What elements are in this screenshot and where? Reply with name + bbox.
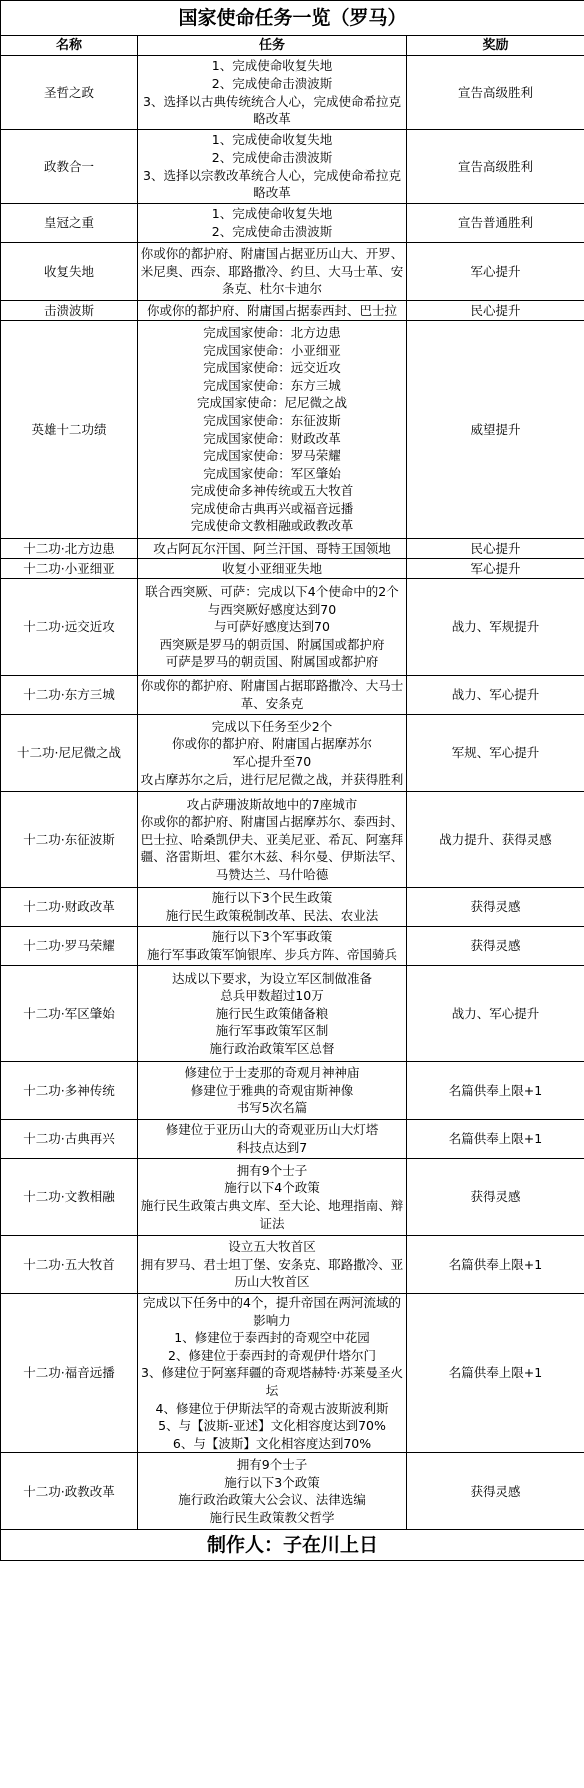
mission-reward: 宣告高级胜利 (407, 56, 584, 130)
task-line: 2、完成使命击溃波斯 (211, 149, 333, 165)
task-line: 收复小亚细亚失地 (221, 560, 322, 576)
mission-reward: 获得灵感 (407, 927, 584, 966)
table-title: 国家使命任务一览（罗马） (1, 1, 584, 36)
mission-reward: 战力提升、获得灵感 (407, 792, 584, 888)
task-line: 完成国家使命：东征波斯 (203, 412, 341, 428)
table-row (1, 1236, 584, 1294)
task-line: 1、完成使命收复失地 (211, 206, 333, 222)
table-row (1, 1294, 584, 1453)
mission-reward: 战力、军规提升 (407, 579, 584, 676)
task-line: 西突厥是罗马的朝贡国、附属国或都护府 (159, 636, 385, 652)
mission-reward: 民心提升 (407, 301, 584, 321)
mission-reward: 获得灵感 (407, 888, 584, 927)
task-line: 3、选择以宗教改革统合人心，完成使命希拉克略改革 (143, 167, 401, 201)
task-line: 你或你的都护府、附庸国占据亚历山大、开罗、米尼奥、西奈、耶路撒冷、约旦、大马士革、安条克、杜尔卡迪尔 (140, 246, 404, 297)
task-line: 总兵甲数超过10万 (220, 988, 324, 1004)
task-line: 施行以下4个政策 (224, 1180, 320, 1196)
mission-task (138, 966, 407, 1062)
task-line: 施行民生政策古典文库、至大论、地理指南、辩证法 (140, 1198, 404, 1231)
mission-task (138, 715, 407, 792)
header-name: 名称 (1, 36, 138, 56)
mission-reward: 军心提升 (407, 559, 584, 579)
mission-task (138, 1236, 407, 1294)
mission-task (138, 204, 407, 243)
task-line: 联合西突厥、可萨：完成以下4个使命中的2个 (145, 584, 399, 600)
task-line: 攻占摩苏尔之后，进行尼尼微之战，并获得胜利 (140, 771, 404, 787)
header-reward: 奖励 (407, 36, 584, 56)
task-line: 完成以下任务中的4个，提升帝国在两河流域的影响力 (143, 1295, 401, 1328)
task-line: 与西突厥好感度达到70 (207, 601, 337, 617)
mission-name: 十二功·北方边患 (1, 539, 138, 559)
task-line: 2、修建位于泰西封的奇观伊什塔尔门 (168, 1347, 376, 1363)
mission-task (138, 792, 407, 888)
task-line: 5、与【波斯-亚述】文化相容度达到70% (158, 1418, 386, 1434)
mission-reward: 宣告普通胜利 (407, 204, 584, 243)
mission-name: 十二功·军区肇始 (1, 966, 138, 1062)
task-line: 3、选择以古典传统统合人心，完成使命希拉克略改革 (143, 93, 401, 127)
task-line: 攻占萨珊波斯故地中的7座城市 (186, 796, 358, 812)
mission-name: 皇冠之重 (1, 204, 138, 243)
mission-task (138, 927, 407, 966)
mission-task (138, 676, 407, 715)
task-line: 军心提升至70 (232, 754, 312, 769)
task-line: 拥有9个士子 (236, 1457, 308, 1473)
task-line: 拥有9个士子 (236, 1162, 308, 1178)
task-line: 2、完成使命击溃波斯 (211, 75, 333, 91)
task-line: 1、修建位于泰西封的奇观空中花园 (174, 1330, 370, 1346)
header-task: 任务 (138, 36, 407, 56)
mission-name: 圣哲之政 (1, 56, 138, 130)
task-line: 你或你的都护府、附庸国占据摩苏尔 (171, 736, 372, 752)
table-row (1, 204, 584, 243)
mission-name: 十二功·小亚细亚 (1, 559, 138, 579)
mission-name: 十二功·五大牧首 (1, 1236, 138, 1294)
task-line: 施行民生政策教父哲学 (209, 1509, 335, 1525)
task-line: 1、完成使命收复失地 (211, 132, 333, 148)
mission-reward: 战力、军心提升 (407, 676, 584, 715)
table-row (1, 301, 584, 321)
task-line: 施行以下3个民生政策 (211, 890, 333, 906)
mission-task (138, 321, 407, 539)
mission-task (138, 1159, 407, 1236)
task-line: 施行以下3个政策 (224, 1474, 320, 1490)
mission-reward: 名篇供奉上限+1 (407, 1294, 584, 1453)
table-row (1, 130, 584, 204)
task-line: 4、修建位于伊斯法罕的奇观古波斯波利斯 (155, 1400, 389, 1416)
mission-name: 政教合一 (1, 130, 138, 204)
table-row (1, 1062, 584, 1120)
task-line: 与可萨好感度达到70 (214, 619, 330, 635)
table-row (1, 539, 584, 559)
mission-name: 十二功·远交近攻 (1, 579, 138, 676)
table-row (1, 792, 584, 888)
mission-task (138, 539, 407, 559)
mission-name: 十二功·古典再兴 (1, 1120, 138, 1159)
task-line: 6、与【波斯】文化相容度达到70% (172, 1435, 372, 1451)
mission-name: 十二功·财政改革 (1, 888, 138, 927)
mission-task (138, 1120, 407, 1159)
table-row (1, 966, 584, 1062)
table-row (1, 1159, 584, 1236)
mission-task (138, 56, 407, 130)
task-line: 施行以下3个军事政策 (211, 929, 333, 945)
mission-task (138, 559, 407, 579)
mission-name: 十二功·多神传统 (1, 1062, 138, 1120)
table-row (1, 1120, 584, 1159)
mission-name: 十二功·尼尼微之战 (1, 715, 138, 792)
mission-reward: 名篇供奉上限+1 (407, 1120, 584, 1159)
table-row (1, 715, 584, 792)
task-line: 施行军事政策军饷银库、步兵方阵、帝国骑兵 (146, 947, 397, 962)
task-line: 施行政治政策军区总督 (209, 1040, 335, 1056)
mission-reward: 名篇供奉上限+1 (407, 1236, 584, 1294)
task-line: 你或你的都护府、附庸国占据摩苏尔、泰西封、巴士拉、哈桑凯伊夫、亚美尼亚、希瓦、阿塞拜疆、洛雷斯坦、霍尔木兹、科尔曼、伊斯法罕、马赞达兰、马什哈德 (140, 814, 404, 882)
task-line: 完成国家使命：罗马荣耀 (203, 448, 341, 464)
mission-name: 收复失地 (1, 243, 138, 301)
task-line: 完成国家使命：东方三城 (203, 377, 341, 393)
task-line: 你或你的都护府、附庸国占据泰西封、巴士拉 (146, 302, 397, 318)
task-line: 3、修建位于阿塞拜疆的奇观塔赫特·苏莱曼圣火坛 (141, 1365, 403, 1398)
mission-name: 十二功·东方三城 (1, 676, 138, 715)
table-row (1, 676, 584, 715)
task-line: 科技点达到7 (236, 1140, 308, 1155)
mission-reward: 获得灵感 (407, 1453, 584, 1530)
table-body (1, 56, 584, 1530)
task-line: 完成使命古典再兴或福音远播 (190, 500, 354, 516)
task-line: 修建位于亚历山大的奇观亚历山大灯塔 (165, 1122, 379, 1138)
table-row (1, 56, 584, 130)
task-line: 可萨是罗马的朝贡国、附属国或都护府 (165, 654, 379, 670)
mission-name: 击溃波斯 (1, 301, 138, 321)
table-row (1, 1453, 584, 1530)
task-line: 完成以下任务至少2个 (211, 718, 333, 734)
mission-reward: 军心提升 (407, 243, 584, 301)
mission-task (138, 579, 407, 676)
mission-reward: 民心提升 (407, 539, 584, 559)
mission-name: 十二功·政教改革 (1, 1453, 138, 1530)
task-line: 拥有罗马、君士坦丁堡、安条克、耶路撒冷、亚历山大牧首区 (140, 1256, 404, 1290)
task-line: 施行政治政策大公会议、法律选编 (178, 1492, 366, 1508)
task-line: 施行军事政策军区制 (215, 1023, 329, 1039)
mission-task (138, 1294, 407, 1453)
mission-name: 十二功·罗马荣耀 (1, 927, 138, 966)
mission-reward: 战力、军心提升 (407, 966, 584, 1062)
table-footer: 制作人：子在川上日 (1, 1530, 584, 1561)
mission-reward: 宣告高级胜利 (407, 130, 584, 204)
mission-task (138, 1453, 407, 1530)
mission-name: 十二功·东征波斯 (1, 792, 138, 888)
task-line: 完成国家使命：小亚细亚 (203, 342, 341, 358)
task-line: 施行民生政策税制改革、民法、农业法 (165, 908, 379, 923)
table-row (1, 321, 584, 539)
mission-name: 英雄十二功绩 (1, 321, 138, 539)
table-row (1, 243, 584, 301)
mission-reward: 获得灵感 (407, 1159, 584, 1236)
task-line: 修建位于雅典的奇观宙斯神像 (190, 1082, 354, 1098)
mission-name: 十二功·文教相融 (1, 1159, 138, 1236)
task-line: 达成以下要求，为设立军区制做准备 (171, 970, 372, 986)
task-line: 完成国家使命：北方边患 (203, 324, 341, 340)
task-line: 完成国家使命：军区肇始 (203, 465, 341, 481)
table-row (1, 559, 584, 579)
task-line: 完成国家使命：财政改革 (203, 430, 341, 446)
table-row (1, 927, 584, 966)
task-line: 书写5次名篇 (236, 1100, 308, 1116)
task-line: 你或你的都护府、附庸国占据耶路撒冷、大马士革、安条克 (140, 678, 404, 711)
mission-reward: 军规、军心提升 (407, 715, 584, 792)
mission-reward: 威望提升 (407, 321, 584, 539)
mission-task (138, 301, 407, 321)
table-row (1, 888, 584, 927)
mission-task (138, 1062, 407, 1120)
task-line: 设立五大牧首区 (228, 1239, 316, 1255)
mission-task (138, 243, 407, 301)
task-line: 修建位于士麦那的奇观月神神庙 (184, 1065, 360, 1081)
mission-reward: 名篇供奉上限+1 (407, 1062, 584, 1120)
task-line: 完成使命文教相融或政教改革 (190, 518, 354, 534)
mission-task (138, 888, 407, 927)
task-line: 2、完成使命击溃波斯 (211, 224, 333, 239)
task-line: 完成国家使命：尼尼微之战 (196, 395, 347, 411)
task-line: 攻占阿瓦尔汗国、阿兰汗国、哥特王国领地 (153, 540, 391, 556)
mission-name: 十二功·福音远播 (1, 1294, 138, 1453)
mission-task (138, 130, 407, 204)
task-line: 施行民生政策储备粮 (215, 1005, 329, 1021)
table-row (1, 579, 584, 676)
task-line: 完成使命多神传统或五大牧首 (190, 483, 354, 499)
task-line: 1、完成使命收复失地 (211, 58, 333, 74)
task-line: 完成国家使命：远交近攻 (203, 360, 341, 376)
